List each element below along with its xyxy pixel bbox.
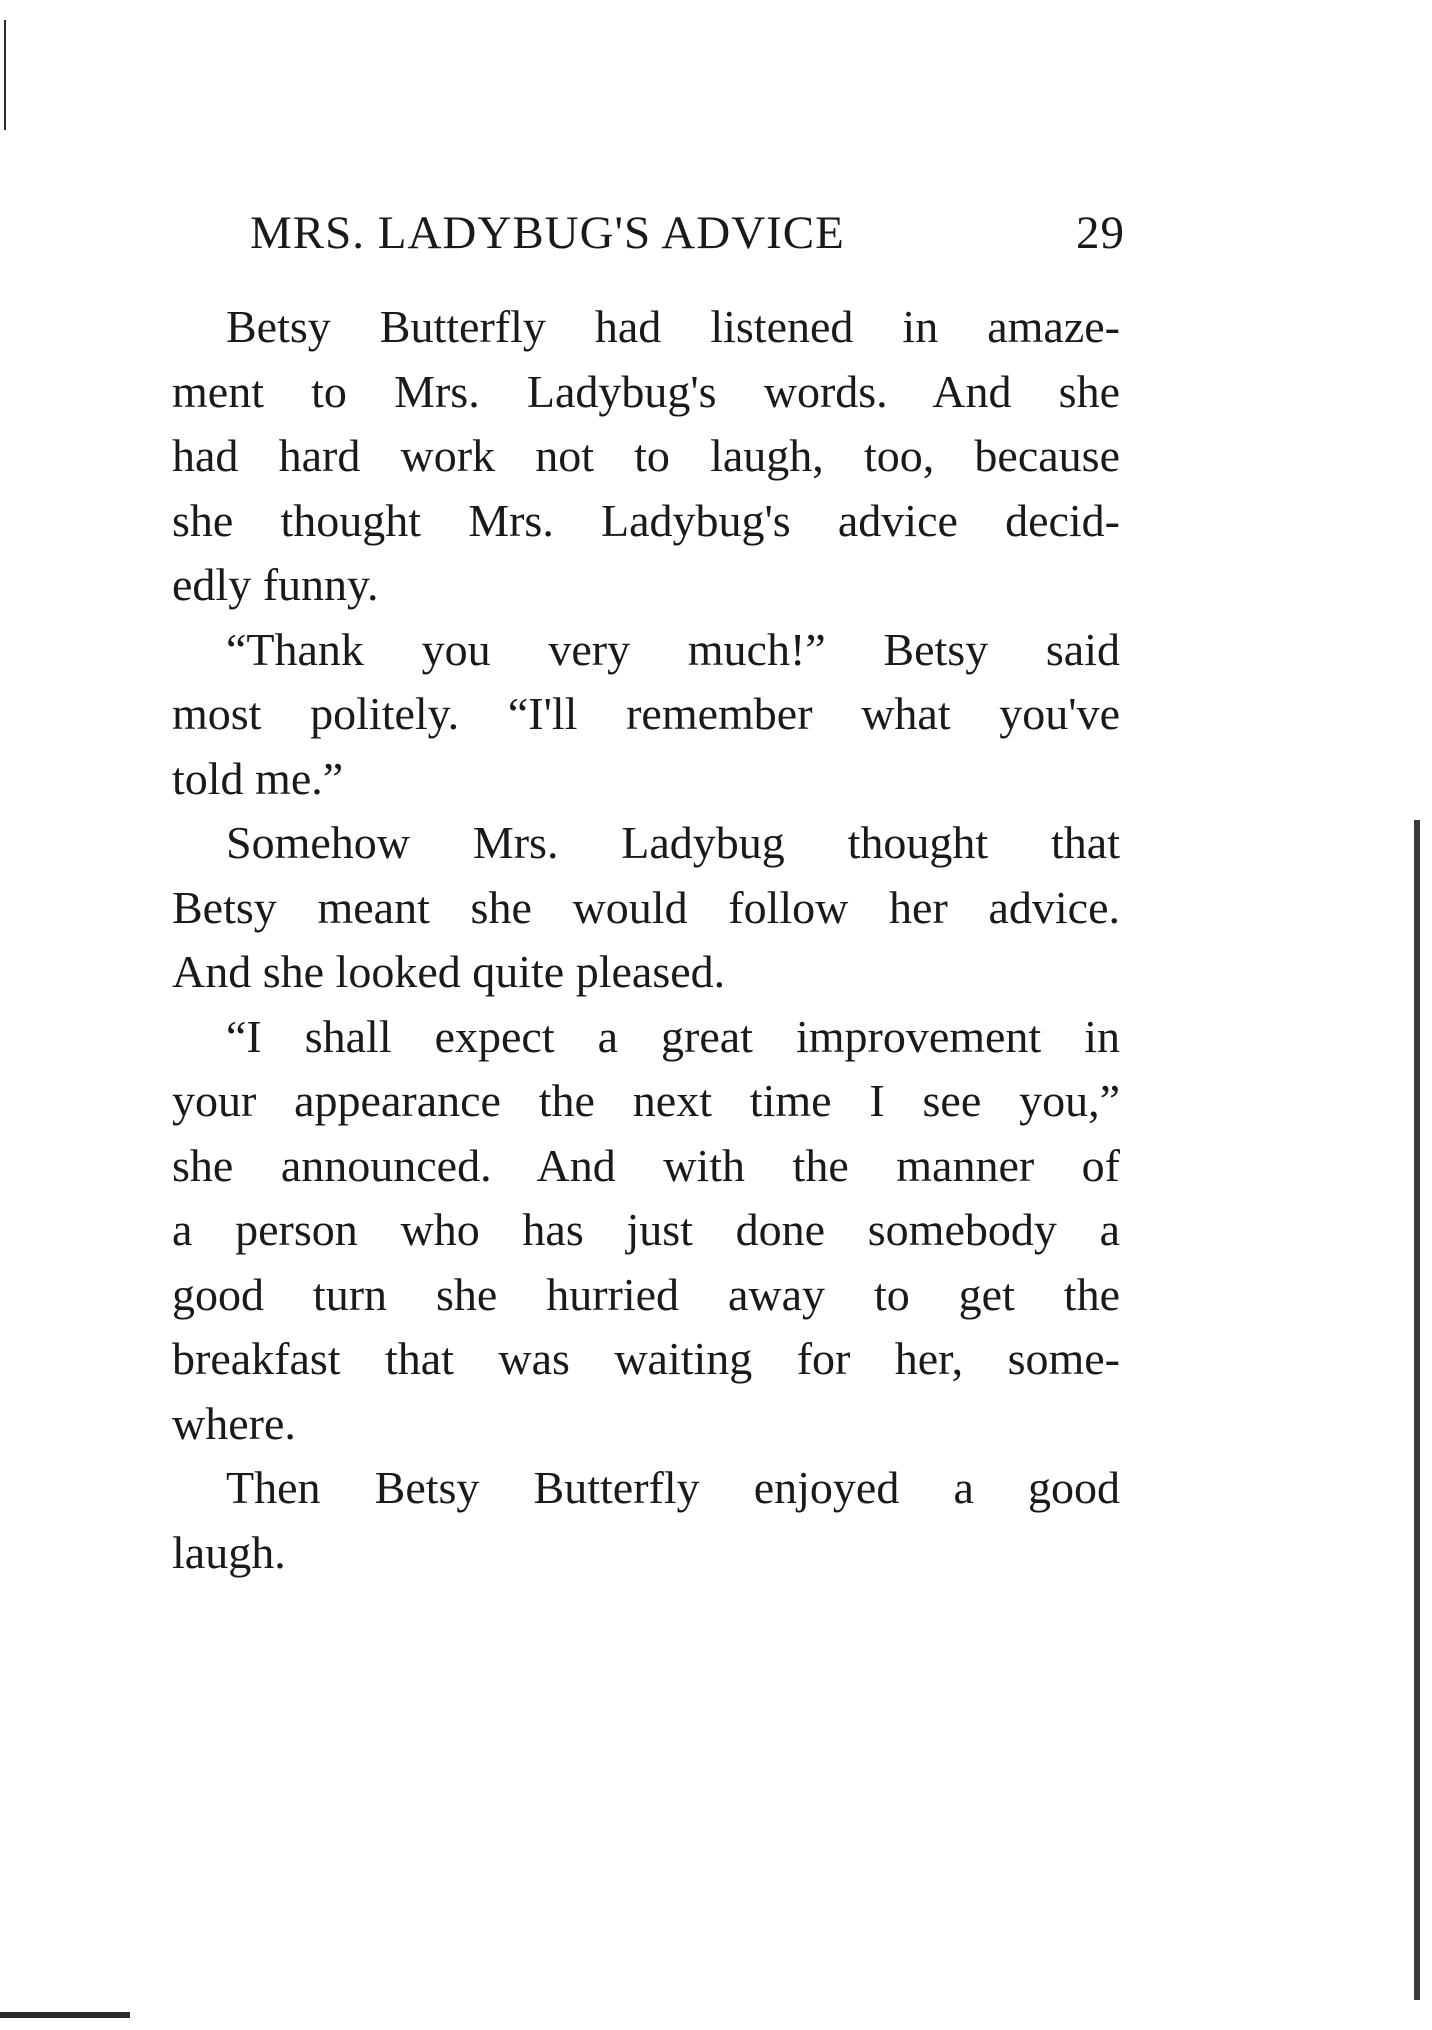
scan-edge-mark-bottom bbox=[0, 2012, 130, 2018]
text-line: ment to Mrs. Ladybug's words. And she bbox=[172, 365, 1120, 417]
text-line: most politely. “I'll remember what you've bbox=[172, 688, 1120, 739]
page-number: 29 bbox=[1076, 207, 1125, 259]
chapter-title: MRS. LADYBUG'S ADVICE bbox=[250, 207, 845, 259]
text-line: a person who has just done somebody a bbox=[172, 1204, 1120, 1255]
text-line: laugh. bbox=[172, 1526, 286, 1578]
paragraph bbox=[172, 811, 1120, 1005]
text-line: And she looked quite pleased. bbox=[172, 946, 726, 997]
body-text bbox=[172, 295, 1120, 1585]
text-line: she announced. And with the manner of bbox=[172, 1139, 1120, 1191]
text-line: Betsy meant she would follow her advice. bbox=[172, 881, 1120, 933]
paragraph bbox=[172, 295, 1120, 618]
text-line: breakfast that was waiting for her, some- bbox=[172, 1333, 1120, 1384]
paragraph bbox=[172, 618, 1120, 812]
text-line: Betsy Butterfly had listened in amaze- bbox=[226, 301, 1120, 352]
text-line: good turn she hurried away to get the bbox=[172, 1268, 1120, 1320]
text-line: had hard work not to laugh, too, because bbox=[172, 430, 1120, 481]
text-line: Then Betsy Butterfly enjoyed a good bbox=[226, 1462, 1120, 1513]
running-head bbox=[250, 206, 1125, 266]
text-line: she thought Mrs. Ladybug's advice decid- bbox=[172, 494, 1120, 546]
text-line: Somehow Mrs. Ladybug thought that bbox=[226, 817, 1120, 868]
text-line: told me.” bbox=[172, 752, 344, 804]
text-line: “Thank you very much!” Betsy said bbox=[226, 623, 1120, 675]
text-line: edly funny. bbox=[172, 559, 379, 610]
paragraph bbox=[172, 1456, 1120, 1585]
paragraph bbox=[172, 1005, 1120, 1457]
scan-edge-mark-right bbox=[1414, 820, 1420, 2000]
text-line: where. bbox=[172, 1397, 296, 1449]
text-line: “I shall expect a great improvement in bbox=[226, 1010, 1120, 1062]
text-line: your appearance the next time I see you,” bbox=[172, 1075, 1120, 1126]
scan-edge-mark-left bbox=[4, 20, 6, 130]
